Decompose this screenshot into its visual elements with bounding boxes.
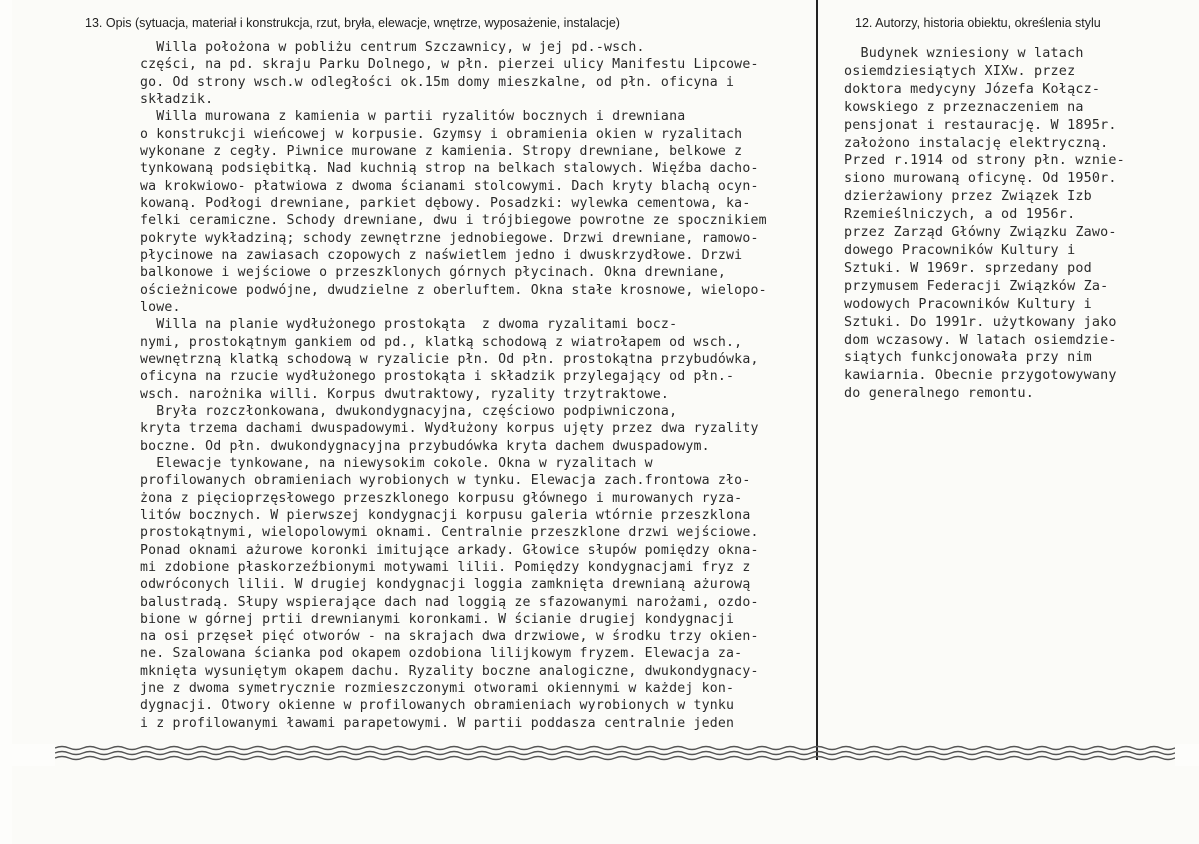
text-line: i z profilowanymi ławami parapetowymi. W partii poddasza centralnie jeden — [140, 715, 735, 731]
text-line: Bryła rozczłonkowana, dwukondygnacyjna, częściowo podpiwniczona, — [140, 403, 678, 419]
text-line: przez Zarząd Główny Związku Zawo- — [844, 225, 1117, 241]
text-line: boczne. Od płn. dwukondygnacyjna przybudówka kryta dachem dwuspadowym. — [140, 438, 710, 454]
text-line: jne z dwoma symetrycznie rozmieszczonymi otworami okiennymi w każdej kon- — [140, 681, 735, 697]
text-line: dygnacji. Otwory okienne w profilowanych obramieniach wyrobionych w tynku — [140, 698, 735, 714]
text-line: kryta trzema dachami dwuspadowymi. Wydłużony korpus ujęty przez dwa ryzality — [140, 421, 759, 437]
text-line: dom wczasowy. W latach osiemdzie- — [844, 332, 1117, 348]
section-13-header: 13. Opis (sytuacja, materiał i konstrukcja, rzut, bryła, elewacje, wnętrze, wyposażenie, instalacje) — [85, 16, 620, 30]
description-text — [140, 39, 830, 732]
text-line: siątych funkcjonowała przy nim — [844, 350, 1092, 366]
text-line: przymusem Federacji Związków Za- — [844, 278, 1109, 294]
text-line: oficyna na rzucie wydłużonego prostokąta i składzik przylegający od płn.- — [140, 369, 735, 385]
text-line: Rzemieślniczych, a od 1956r. — [844, 207, 1076, 223]
text-line: składzik. — [140, 91, 214, 107]
text-line: nymi, prostokątnym gankiem od pd., klatką schodową z wiatrołapem od wsch., — [140, 334, 743, 350]
text-line: Sztuki. W 1969r. sprzedany pod — [844, 260, 1092, 276]
text-line: o konstrukcji wieńcowej w korpusie. Gzymsy i obramienia okien w ryzalitach — [140, 126, 743, 142]
text-line: balustradą. Słupy wspierające dach nad loggią ze sfazowanymi narożami, ozdo- — [140, 594, 759, 610]
text-line: do generalnego remontu. — [844, 386, 1035, 402]
text-line: lowe. — [140, 299, 181, 315]
text-line: płycinowe na zawiasach czopowych z naświetlem jedno i dwuskrzydłowe. Drzwi — [140, 247, 743, 263]
text-line: wewnętrzną klatką schodową w ryzalicie płn. Od płn. prostokątna przybudówka, — [140, 351, 759, 367]
text-line: prostokątnymi, wielopolowymi oknami. Centralnie przeszklone drzwi wejściowe. — [140, 525, 759, 541]
text-line: wa krokwiowo- płatwiowa z dwoma ścianami stolcowymi. Dach kryty blachą ocyn- — [140, 178, 759, 194]
text-line: wykonane z cegły. Piwnice murowane z kamienia. Stropy drewniane, belkowe z — [140, 143, 743, 159]
text-line: pokryte wykładziną; schody zewnętrzne jednobiegowe. Drzwi drewniane, ramowo- — [140, 230, 759, 246]
text-line: Willa położona w pobliżu centrum Szczawnicy, w jej pd.-wsch. — [140, 40, 645, 55]
text-line: osiemdziesiątych XIXw. przez — [844, 63, 1076, 79]
history-text — [844, 45, 1194, 403]
text-line: założono instalację elektryczną. — [844, 135, 1109, 151]
text-line: wsch. narożnika willi. Korpus dwutraktowy, ryzality trzytraktowe. — [140, 386, 670, 402]
text-line: pensjonat i restaurację. W 1895r. — [844, 117, 1117, 133]
text-line: części, na pd. skraju Parku Dolnego, w płn. pierzei ulicy Manifestu Lipcowe- — [140, 57, 759, 73]
text-line: Willa murowana z kamienia w partii ryzalitów bocznych i drewniana — [140, 109, 686, 125]
text-line: bione w górnej prtii drewnianymi koronkami. W ścianie drugiej kondygnacji — [140, 611, 735, 627]
text-line: dowego Pracowników Kultury i — [844, 242, 1076, 258]
text-line: kawiarnia. Obecnie przygotowywany — [844, 368, 1117, 384]
text-line: kowskiego z przeznaczeniem na — [844, 99, 1084, 115]
text-line: Willa na planie wydłużonego prostokąta z dwoma ryzalitami bocz- — [140, 317, 678, 333]
section-12-header: 12. Autorzy, historia obiektu, określenia stylu — [855, 16, 1101, 30]
text-line: mknięta wysuniętym okapem dachu. Ryzality boczne analogiczne, dwukondygnacy- — [140, 663, 759, 679]
text-line: Przed r.1914 od strony płn. wznie- — [844, 153, 1125, 169]
text-line: siono murowaną oficynę. Od 1950r. — [844, 171, 1117, 187]
text-line: żona z pięcioprzęsłowego przeszklonego korpusu głównego i murowanych ryza- — [140, 490, 743, 506]
text-line: ościeżnicowe podwójne, dwudzielne z oberluftem. Okna stałe krosnowe, wielopo- — [140, 282, 767, 298]
text-line: kowaną. Podłogi drewniane, parkiet dębowy. Posadzki: wylewka cementowa, ka- — [140, 195, 751, 211]
text-line: balkonowe i wejściowe o przeszklonych górnych płycinach. Okna drewniane, — [140, 265, 727, 281]
wavy-border — [0, 744, 1199, 766]
text-line: wodowych Pracowników Kultury i — [844, 296, 1092, 312]
text-line: ne. Szalowana ścianka pod okapem ozdobiona lilijkowym fryzem. Elewacja za- — [140, 646, 743, 662]
text-line: na osi przęseł pięć otworów - na skrajach dwa drzwiowe, w środku trzy okien- — [140, 629, 759, 645]
text-line: litów bocznych. W pierwszej kondygnacji korpusu galeria wtórnie przeszklona — [140, 507, 751, 523]
text-line: felki ceramiczne. Schody drewniane, dwu i trójbiegowe powrotne ze spocznikiem — [140, 213, 767, 229]
text-line: go. Od strony wsch.w odległości ok.15m domy mieszkalne, od płn. oficyna i — [140, 74, 735, 90]
text-line: Elewacje tynkowane, na niewysokim cokole. Okna w ryzalitach w — [140, 455, 653, 471]
text-line: doktora medycyny Józefa Kołącz- — [844, 81, 1101, 97]
text-line: Budynek wzniesiony w latach — [844, 46, 1084, 61]
text-line: dzierżawiony przez Związek Izb — [844, 189, 1092, 205]
text-line: profilowanych obramieniach wyrobionych w tynku. Elewacja zach.frontowa zło- — [140, 473, 751, 489]
text-line: mi zdobione płaskorzeźbionymi motywami lilii. Pomiędzy kondygnacjami fryz z — [140, 559, 751, 575]
text-line: Ponad oknami ażurowe koronki imitujące arkady. Głowice słupów pomiędzy okna- — [140, 542, 759, 558]
text-line: odwróconych lilii. W drugiej kondygnacji loggia zamknięta drewnianą ażurową — [140, 577, 751, 593]
text-line: tynkowaną podsiębitką. Nad kuchnią strop na belkach stalowych. Więźba dacho- — [140, 161, 759, 177]
text-line: Sztuki. Do 1991r. użytkowany jako — [844, 314, 1117, 330]
